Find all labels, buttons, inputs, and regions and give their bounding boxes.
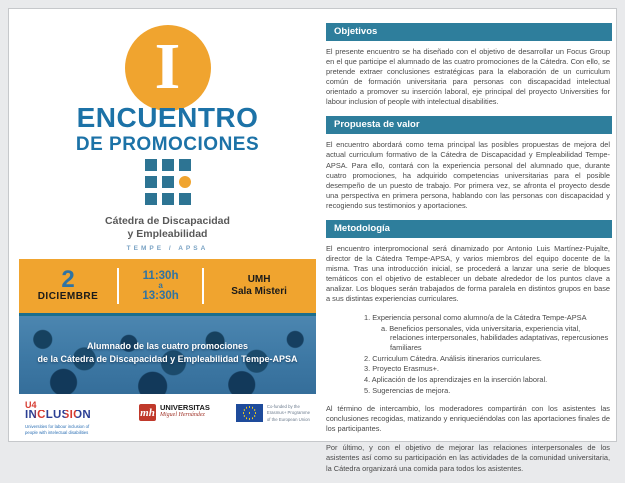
organization-name-line1: Cátedra de Discapacidad	[105, 215, 230, 227]
event-title: ENCUENTRO	[76, 102, 259, 133]
list-item: 3. Proyecto Erasmus+.	[364, 364, 439, 374]
u4-tagline-line2: people with intelectual disabilities	[25, 429, 89, 435]
grid-cell	[145, 193, 157, 205]
catedra-grid-icon	[145, 159, 191, 205]
section-heading-metodologia: Metodología	[326, 220, 612, 238]
eu-text-line3: of the European Union	[266, 416, 310, 422]
eu-cofunded-logo	[236, 401, 310, 423]
grid-cell	[145, 159, 157, 171]
objetivos-paragraph: El presente encuentro se ha diseñado con el objetivo de desarrollar un Focus Group en el que participe el alumnado de las cuatro promociones de la Cátedra. Con ello, se pretende extraer conclusiones estratégicas para la elaboración de un curriculum común de formación universitaria para personas con discapacidad intelectual orientado a promover su inserción laboral, eje principal del proyecto Universities for labour inclusion of people with intelectual disabilities.	[326, 47, 610, 107]
roman-numeral-one-icon: I	[154, 30, 181, 103]
eu-flag-icon	[236, 404, 263, 422]
event-venue-line2: Sala Misteri	[231, 286, 287, 297]
grid-cell	[179, 159, 191, 171]
u4-tagline	[25, 424, 113, 436]
metodologia-closing-paragraph-2: Por último, y con el objetivo de mejorar las relaciones interpersonales de los asistentes así como su participación en las actividades de la comunidad universitaria, la Cátedra organizará una comida para todos los asistentes.	[326, 443, 610, 473]
umh-university-logo	[139, 401, 210, 421]
grid-cell	[162, 193, 174, 205]
section-heading-objetivos: Objetivos	[326, 23, 612, 41]
photo-caption	[19, 340, 316, 366]
umh-subname: Miguel Hernández	[160, 412, 205, 419]
u4-logo-text: U4	[25, 401, 113, 410]
list-item: 1. Experiencia personal como alumno/a de la Cátedra Tempe-APSA	[364, 313, 587, 323]
umh-name: UNIVERSITAS	[160, 403, 210, 412]
event-time-start: 11:30h	[142, 269, 179, 282]
event-month: DICIEMBRE	[37, 290, 99, 302]
grid-cell	[145, 176, 157, 188]
event-day: 2	[61, 266, 75, 294]
grid-cell-orange-dot	[179, 176, 191, 188]
left-panel	[19, 9, 316, 441]
event-time-separator: a	[158, 280, 163, 290]
list-item: 5. Sugerencias de mejora.	[364, 385, 451, 395]
grid-cell	[162, 159, 174, 171]
organization-tagline: TEMPE / APSA	[126, 245, 209, 252]
event-time	[119, 270, 202, 303]
u4-inclusion-logo	[25, 401, 113, 436]
event-date	[19, 266, 117, 302]
metodologia-closing-paragraph-1: Al término de intercambio, los moderadores compartirán con los asistentes las conclusiones recogidas, matizando y enriqueciéndolas con las aportaciones finales de los participantes.	[326, 404, 610, 434]
grid-cell	[162, 176, 174, 188]
umh-wordmark	[160, 404, 210, 418]
metodologia-topics-list	[364, 313, 612, 395]
u4-tagline-line1: Universities for labour inclusion of	[25, 423, 90, 429]
umh-emblem-icon: mh	[139, 404, 156, 421]
propuesta-paragraph: El encuentro abordará como tema principal las posibles propuestas de mejora del actual curriculum formativo de la Cátedra de Discapacidad y Empleabilidad Tempe-APSA. Para ello, contará con la experiencia personal del alumnado que, durante cuatro promociones, ha adquirido competencias universitarias para el posible desempeño de un puesto de trabajo. Por primera vez, se afronta el proyecto desde una perspectiva en primera persona, hablando con las personas con discapacidad y recogiendo sus testimonios y aportaciones.	[326, 140, 610, 210]
list-item: 2. Curriculum Cátedra. Análisis itinerarios curriculares.	[364, 353, 542, 363]
organization-name-line2: y Empleabilidad	[127, 228, 208, 241]
eu-cofunded-text	[267, 404, 310, 423]
inclusion-logo-text: INCLUSION	[25, 410, 113, 422]
section-heading-propuesta: Propuesta de valor	[326, 116, 612, 134]
audience-photo	[19, 316, 316, 394]
event-venue-line1: UMH	[247, 274, 271, 285]
eu-text-line2: Erasmus+ Programme	[266, 410, 310, 416]
metodologia-intro-paragraph: El encuentro interpromocional será dinamizado por Antonio Luis Martínez-Pujalte, director de la Cátedra Tempe-APSA, y varios miembros del equipo docente de la misma. Tras una introducción inicial, se procederá a lanzar una serie de bloques temáticos con el objetivo de establecer un debate alrededor de los puntos clave a analizar. Los bloques serán trabajados de forma paralela en distintos grupos en base a sus distintas experiencias curriculares.	[326, 243, 610, 304]
flyer-page	[8, 8, 617, 473]
eu-text-line1: Co-funded by the	[266, 404, 300, 409]
eu-stars-icon	[249, 412, 251, 414]
event-info-bar	[19, 259, 316, 313]
event-venue	[204, 274, 314, 298]
grid-cell	[179, 193, 191, 205]
event-number-logo	[125, 25, 211, 111]
list-item: 4. Aplicación de los aprendizajes en la inserción laboral.	[364, 374, 548, 384]
partner-logos	[19, 401, 316, 441]
list-subitem: a. Beneficios personales, vida universitaria, experiencia vital, relaciones interpersonales, habilidades adaptativas, repercusiones familiares	[381, 323, 609, 353]
organization-name	[19, 215, 316, 241]
photo-caption-line1: Alumnado de las cuatro promociones	[86, 341, 249, 351]
right-panel	[326, 23, 612, 483]
event-time-end: 13:30h	[142, 290, 179, 303]
event-subtitle: DE PROMOCIONES	[75, 134, 260, 155]
photo-caption-line2: de la Cátedra de Discapacidad y Empleabilidad Tempe-APSA	[37, 354, 298, 365]
